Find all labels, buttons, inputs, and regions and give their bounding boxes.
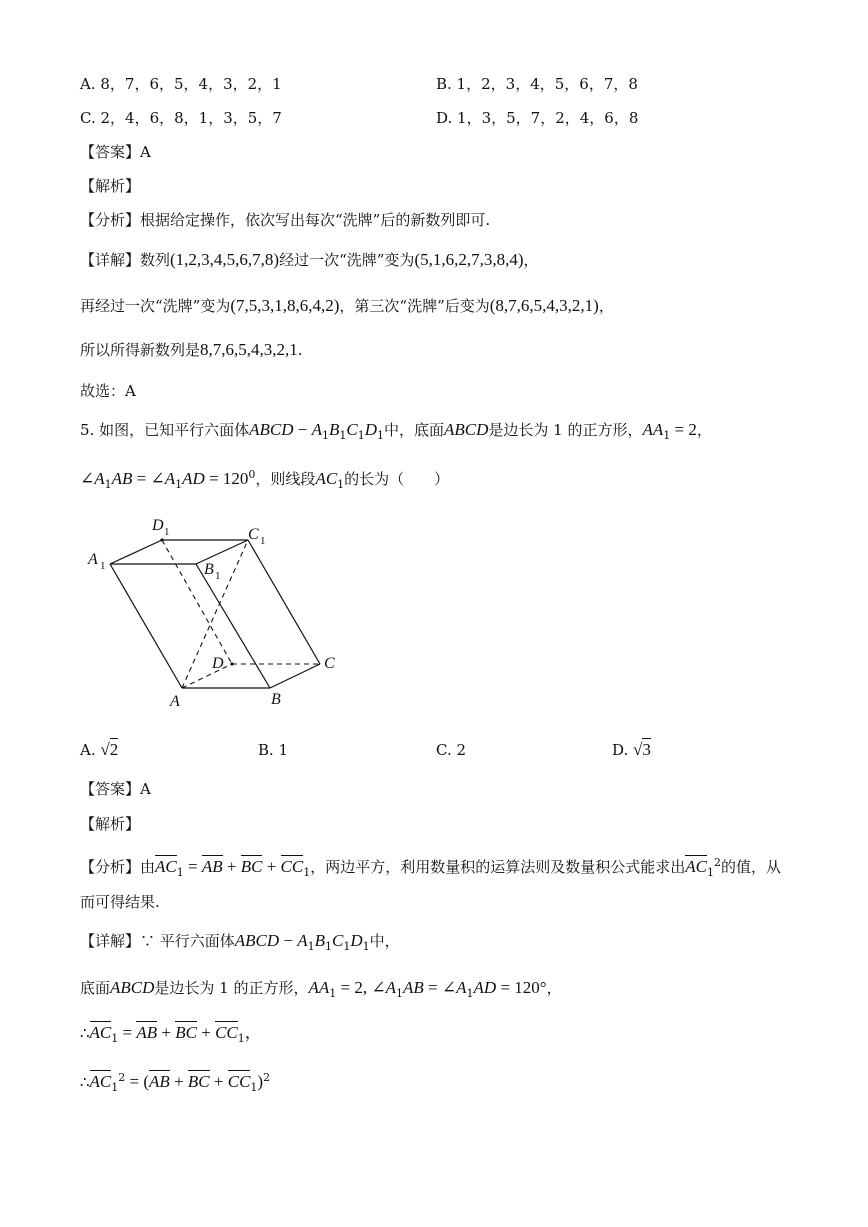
label-b1: B (204, 561, 214, 578)
q5-option-d: D. √3 (612, 740, 651, 759)
vertex-d1-dot (160, 538, 163, 541)
q5-stem-line-2: $\angle A_1AB$ = $\angle A_1AD = 120^0$，则线段$AC_1$的长为（ ） (80, 468, 450, 491)
choice-line: 故选：A (80, 382, 136, 400)
label-a1: A (88, 551, 98, 568)
label-a1-sub: 1 (100, 560, 106, 572)
edge-a-d-hidden (182, 664, 232, 688)
edge-d1-d-hidden (162, 540, 232, 664)
q5-option-a: A. √2 (80, 740, 119, 759)
detail-line-2: 再经过一次“洗牌”变为(7,5,3,1,8,6,4,2)，第三次“洗牌”后变为(8,7,6,5,4,3,2,1)， (80, 296, 614, 315)
q5-analysis-line-2: 而可得结果. (80, 893, 160, 911)
label-d1-sub: 1 (164, 526, 170, 538)
detail-line-1: 【详解】数列(1,2,3,4,5,6,7,8)经过一次“洗牌”变为(5,1,6,2,7,3,8,4)， (80, 250, 539, 269)
q5-answer-label: 【答案】A (80, 780, 151, 798)
option-d: D. 1，3，5，7，2，4，6，8 (436, 109, 639, 127)
label-d1: D (152, 517, 164, 534)
analysis-summary: 【分析】根据给定操作，依次写出每次“洗牌”后的新数列即可. (80, 211, 491, 229)
label-c: C (324, 655, 335, 672)
label-b1-sub: 1 (215, 570, 221, 582)
q5-option-b: B. 1 (258, 741, 289, 759)
label-a: A (170, 693, 180, 710)
edge-b1-b (196, 564, 270, 688)
q5-detail-line-3: $\therefore AC_1$ = AB + BC + $CC_1$， (80, 1023, 262, 1045)
edge-b-c (270, 664, 320, 688)
q5-detail-line-2: 底面ABCD是边长为 1 的正方形，$AA_1 = 2$, $\angle A_1AB$ = $\angle A_1AD = 120^\circ$， (80, 978, 562, 1000)
q5-analysis-line-1: 【分析】由$AC_1$ = AB + BC + $CC_1$，两边平方，利用数量积的运算法则及数量积公式能求出$AC_1^2$的值，从 (80, 856, 781, 879)
label-c1-sub: 1 (260, 535, 266, 547)
edge-a1-a (110, 564, 182, 688)
parallelepiped-figure (86, 512, 356, 712)
edge-c1-c (248, 540, 320, 664)
answer-label: 【答案】A (80, 143, 151, 161)
q5-option-c: C. 2 (436, 741, 467, 759)
vertex-d-dot (230, 662, 233, 665)
option-a: A. 8，7，6，5，4，3，2，1 (80, 75, 282, 93)
edge-a1-d1 (110, 540, 162, 564)
q5-detail-line-4: $\therefore AC_1^2 = (AB$ + BC + $CC_1)^2$ (80, 1071, 271, 1094)
label-c1: C (248, 526, 259, 543)
detail-line-3: 所以所得新数列是8,7,6,5,4,3,2,1. (80, 340, 303, 359)
option-b: B. 1，2，3，4，5，6，7，8 (436, 75, 638, 93)
option-c: C. 2，4，6，8，1，3，5，7 (80, 109, 282, 127)
q5-detail-line-1: 【详解】∵ 平行六面体ABCD − $A_1B_1C_1D_1$中， (80, 931, 400, 953)
q5-analysis-heading: 【解析】 (80, 815, 141, 833)
label-d: D (212, 655, 224, 672)
analysis-heading: 【解析】 (80, 177, 141, 195)
label-b: B (271, 691, 281, 708)
q5-stem-line-1: 5. 如图，已知平行六面体ABCD − $A_1B_1C_1D_1$中，底面ABCD是边长为 1 的正方形，$AA_1 = 2$， (80, 420, 712, 442)
